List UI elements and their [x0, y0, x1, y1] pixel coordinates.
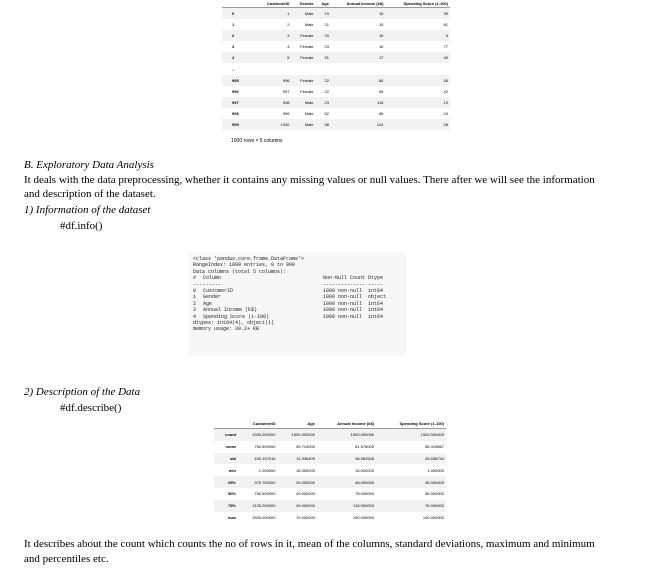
table-cell: 1000	[256, 119, 292, 130]
table-cell: 70.000000	[296, 514, 315, 520]
table-cell: Male	[292, 8, 316, 20]
table-row	[214, 500, 446, 512]
table-cell: 42	[443, 89, 448, 94]
table-cell: 18.000000	[296, 467, 315, 473]
table-cell	[316, 63, 331, 75]
info-cell: 1	[193, 294, 197, 301]
table-cell: 23	[316, 97, 331, 108]
table-cell: 35.000000	[376, 476, 446, 488]
dataframe-preview-table	[222, 0, 450, 130]
row-index: min	[228, 467, 236, 473]
table-cell: 39.714000	[296, 444, 315, 450]
table-cell: 21	[324, 22, 329, 27]
table-cell: 6	[385, 30, 450, 41]
column-header: Spending Score (1-100)	[385, 0, 450, 8]
code-caption: #df.info()	[60, 220, 103, 232]
table-cell: Female	[292, 75, 316, 86]
table-cell: 48.000000	[317, 476, 376, 488]
row-index: 0	[222, 8, 256, 20]
info-cell: int64	[368, 288, 384, 295]
info-output-block	[188, 252, 406, 356]
info-cell: 3	[193, 307, 197, 314]
table-cell: 1500.000000	[376, 429, 446, 441]
table-cell: 750.500000	[254, 491, 276, 497]
column-header: Annual Income (k$)	[331, 0, 385, 8]
table-cell: 19	[385, 97, 450, 108]
info-cell: 4	[193, 313, 197, 320]
table-cell: 3	[256, 30, 292, 41]
table-cell: 81	[443, 22, 448, 27]
row-index: 995	[222, 75, 256, 86]
table-row	[214, 429, 446, 441]
table-cell: 999	[282, 111, 290, 116]
table-cell: 15	[331, 8, 385, 20]
table-cell: 115	[331, 97, 385, 108]
table-cell: 2	[287, 22, 290, 27]
table-cell: 16	[378, 44, 384, 49]
info-cell: -----	[368, 281, 384, 288]
table-cell: 55.419667	[425, 444, 444, 450]
table-cell: 65	[378, 89, 384, 94]
table-cell: 52	[324, 111, 329, 116]
table-cell: 124	[331, 119, 385, 130]
column-header	[214, 418, 238, 429]
table-cell: 56	[385, 75, 450, 86]
info-cell: --------------	[323, 281, 366, 288]
info-cell: #	[193, 275, 197, 282]
code-caption: #df.describe()	[60, 402, 122, 414]
table-cell: 81.576000	[355, 444, 375, 450]
table-cell: 22	[316, 75, 331, 86]
info-line: <class 'pandas.core.frame.DataFrame'>	[193, 256, 305, 262]
section-heading: B. Exploratory Data Analysis	[24, 159, 154, 171]
info-cell: Spending Score (1-100)	[203, 313, 270, 320]
table-cell: 998	[256, 97, 292, 108]
row-index: 1	[232, 22, 235, 27]
table-cell	[256, 63, 292, 75]
info-cell: int64	[368, 313, 384, 320]
table-cell: 750.500000	[254, 444, 276, 450]
info-cell: Column	[203, 275, 222, 282]
table-row	[214, 441, 446, 453]
column-header: Gender	[292, 0, 316, 8]
info-cell: int64	[368, 307, 384, 314]
info-cell: Dtype	[368, 275, 384, 282]
info-line: memory usage: 39.2+ KB	[193, 326, 260, 333]
table-row	[222, 8, 450, 20]
info-cell: int64	[368, 300, 384, 307]
table-cell: 433.157015	[238, 453, 277, 465]
table-cell: 49.000000	[277, 500, 316, 512]
table-row-ellipsis	[222, 63, 450, 75]
info-cell: Non-Null Count	[323, 275, 366, 282]
table-cell: 86	[378, 111, 384, 116]
table-cell: 11.936409	[277, 453, 316, 465]
section-paragraph-line: It deals with the data preprocessing, whether it contains any missing values or null values. There after we will see the information	[24, 174, 595, 186]
table-row	[214, 464, 446, 476]
table-cell: 17	[331, 52, 385, 63]
closing-paragraph-line: It describes about the count which counts the no of rows in it, mean of the columns, standard deviations, maximum and minimum	[24, 538, 595, 550]
info-cell: 0	[193, 288, 197, 295]
table-cell: 77	[443, 44, 448, 49]
column-header: Annual Income (k$)	[317, 418, 376, 429]
info-cell: object	[368, 294, 387, 301]
table-cell: 100.000000	[422, 514, 444, 520]
table-cell: Male	[304, 22, 314, 27]
table-cell: 22	[324, 89, 329, 94]
table-row	[222, 75, 450, 86]
table-cell: Male	[304, 111, 314, 116]
table-cell: 56.000000	[425, 491, 444, 497]
table-row	[222, 30, 450, 41]
table-row	[222, 97, 450, 108]
row-index: 999	[222, 119, 256, 130]
info-cell: ------	[203, 281, 222, 288]
row-index: std	[214, 453, 238, 465]
table-cell: 1.000000	[258, 467, 276, 473]
section-paragraph-line: and description of the dataset.	[24, 188, 156, 200]
subsection-heading: 2) Description of the Data	[24, 386, 141, 398]
info-cell: 1000 non-null	[323, 288, 363, 295]
row-index: 2	[222, 30, 256, 41]
table-cell: Female	[300, 89, 314, 94]
table-cell: 40.000000	[296, 491, 315, 497]
row-index: 25%	[214, 476, 238, 488]
table-cell: 16	[331, 30, 385, 41]
table-row	[214, 453, 446, 465]
info-cell: Age	[203, 300, 213, 307]
row-index: 996	[232, 89, 239, 94]
row-index: 997	[222, 97, 256, 108]
column-header: Age	[277, 418, 316, 429]
column-header: CustomerID	[238, 418, 277, 429]
table-cell: 1125.250000	[238, 500, 277, 512]
dataframe-preview	[222, 0, 450, 130]
table-header-row	[222, 0, 450, 8]
table-cell: 23	[324, 44, 329, 49]
table-cell: 31	[316, 52, 331, 63]
row-index: count	[214, 429, 238, 441]
table-row	[222, 41, 450, 52]
column-header: Age	[316, 0, 331, 8]
table-cell: 29.000000	[277, 476, 316, 488]
row-index: 50%	[227, 491, 236, 497]
table-header-row	[214, 418, 446, 429]
table-cell: Female	[300, 44, 314, 49]
row-index: ...	[232, 66, 236, 72]
table-row	[222, 86, 450, 97]
table-cell: 39	[385, 8, 450, 20]
closing-paragraph-line: and percentiles etc.	[24, 553, 109, 565]
table-cell: 150.000000	[352, 514, 375, 520]
table-cell: 24	[443, 111, 448, 116]
table-cell: 375.750000	[238, 476, 277, 488]
table-row	[222, 119, 450, 130]
table-cell: 1.000000	[427, 467, 444, 473]
table-cell: 84	[331, 75, 385, 86]
info-cell: Gender	[203, 294, 222, 301]
row-index: 4	[222, 52, 256, 63]
table-cell	[292, 63, 316, 75]
column-header	[222, 0, 256, 8]
info-line: RangeIndex: 1000 entries, 0 to 999	[193, 262, 296, 269]
table-cell: Female	[292, 30, 316, 41]
info-cell: 1000 non-null	[323, 300, 363, 307]
table-cell: 40	[385, 52, 450, 63]
table-cell: 58	[316, 119, 331, 130]
column-header: Spending Score (1-100)	[376, 418, 446, 429]
info-cell: CustomerID	[203, 288, 234, 295]
info-line: dtypes: int64(4), object(1)	[193, 320, 275, 327]
table-row	[222, 52, 450, 63]
table-cell: 28	[385, 119, 450, 130]
table-cell: 116.000000	[317, 500, 376, 512]
table-cell	[331, 63, 385, 75]
table-cell: 15.000000	[355, 467, 375, 473]
row-index: 998	[232, 111, 239, 116]
dataframe-shape-footer: 1000 rows × 5 columns	[231, 138, 283, 144]
table-cell: Female	[292, 52, 316, 63]
table-cell: 15	[378, 22, 384, 27]
table-cell: 1500.000000	[277, 429, 316, 441]
table-cell: Male	[292, 97, 316, 108]
table-row	[222, 19, 450, 30]
row-index: 75%	[214, 500, 238, 512]
table-cell: 25.536734	[376, 453, 446, 465]
describe-output	[214, 418, 446, 523]
table-cell: 1500.000000	[252, 514, 276, 520]
table-cell: Male	[292, 119, 316, 130]
table-row	[214, 488, 446, 500]
row-index: mean	[225, 444, 236, 450]
row-index: max	[227, 514, 236, 520]
table-cell: 19	[316, 8, 331, 20]
table-cell	[385, 63, 450, 75]
table-cell: 1500.000000	[317, 429, 376, 441]
info-cell: 1000 non-null	[323, 313, 363, 320]
info-cell: Annual Income (k$)	[203, 307, 258, 314]
table-cell: 20	[316, 30, 331, 41]
row-index: 3	[232, 44, 235, 49]
info-cell: 1000 non-null	[323, 294, 363, 301]
info-cell: ---	[193, 281, 203, 288]
table-cell: 76.000000	[376, 500, 446, 512]
table-row	[222, 108, 450, 119]
describe-table	[214, 418, 446, 523]
subsection-heading: 1) Information of the dataset	[24, 204, 151, 216]
table-cell: 996	[256, 75, 292, 86]
table-cell: 997	[282, 89, 290, 94]
table-cell: 1	[256, 8, 292, 20]
table-cell: 1500.000000	[238, 429, 277, 441]
table-cell: 4	[287, 44, 290, 49]
table-row	[214, 476, 446, 488]
info-line: Data columns (total 5 columns):	[193, 268, 287, 275]
column-header: CustomerID	[256, 0, 292, 8]
table-cell: 38.582528	[317, 453, 376, 465]
info-cell: 2	[193, 300, 197, 307]
table-cell: 78.000000	[355, 491, 375, 497]
table-row	[214, 512, 446, 524]
table-cell: 5	[256, 52, 292, 63]
info-cell: 1000 non-null	[323, 307, 363, 314]
